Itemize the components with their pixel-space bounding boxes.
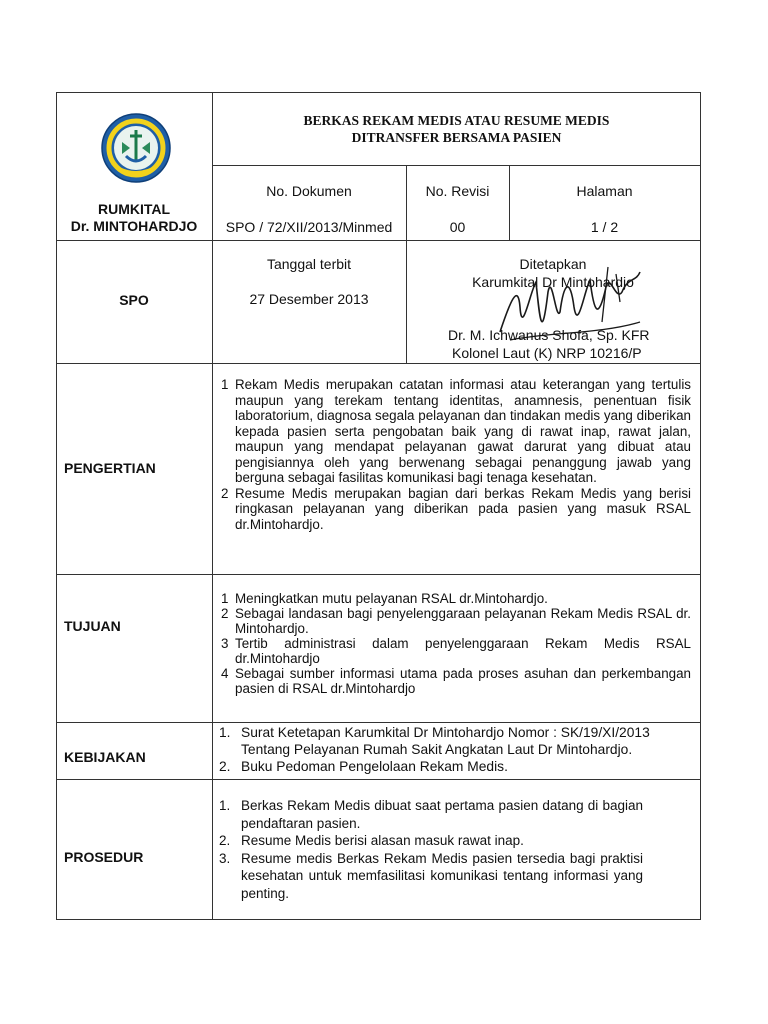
page-value: 1 / 2 <box>590 219 619 235</box>
org-name-line1: RUMKITAL <box>97 201 171 217</box>
issue-date-value: 27 Desember 2013 <box>249 291 369 307</box>
list-item <box>219 724 695 758</box>
revision-label: No. Revisi <box>425 183 490 199</box>
doc-number-value: SPO / 72/XII/2013/Minmed <box>225 219 393 235</box>
list-item-number: 4 <box>221 666 229 681</box>
list-item-number: 1 <box>221 591 229 606</box>
list-item-number: 2. <box>219 833 231 848</box>
signer-name: Dr. M. Ichwanus Shofa, Sp. KFR <box>448 327 650 343</box>
issue-date-label: Tanggal terbit <box>266 256 352 272</box>
revision-value: 00 <box>449 219 466 235</box>
list-item-text: Surat Ketetapan Karumkital Dr Mintohardjo Nomor : SK/19/XI/2013 Tentang Pelayanan Rumah Sakit Angkatan Laut Dr Mintohardjo. <box>241 725 650 757</box>
list-item <box>221 606 691 636</box>
list-item <box>221 377 691 486</box>
document-title-line1: BERKAS REKAM MEDIS ATAU RESUME MEDIS <box>303 113 610 128</box>
list-item <box>219 797 643 832</box>
list-item <box>221 486 691 533</box>
list-item <box>221 666 691 696</box>
pengertian-list <box>221 377 691 532</box>
list-item <box>219 850 643 903</box>
tujuan-list <box>221 591 691 696</box>
list-item-text: Sebagai sumber informasi utama pada proses asuhan dan perkembangan pasien di RSAL dr.Mintohardjo <box>235 666 691 696</box>
established-label: Ditetapkan <box>519 256 587 272</box>
prosedur-list <box>219 797 643 902</box>
kebijakan-list <box>219 724 695 775</box>
list-item-text: Tertib administrasi dalam penyelenggaraan Rekam Medis RSAL dr.Mintohardjo <box>235 636 691 666</box>
list-item-number: 2. <box>219 759 231 774</box>
prosedur-label: PROSEDUR <box>64 849 144 865</box>
pengertian-label: PENGERTIAN <box>64 460 156 476</box>
list-item-text: Berkas Rekam Medis dibuat saat pertama pasien datang di bagian pendaftaran pasien. <box>241 798 643 831</box>
list-item-text: Resume medis Berkas Rekam Medis pasien tersedia bagi praktisi kesehatan untuk memfasilitasi komunikasi tentang informasi yang penting. <box>241 850 643 901</box>
list-item-text: Buku Pedoman Pengelolaan Rekam Medis. <box>241 759 508 774</box>
kebijakan-label: KEBIJAKAN <box>64 749 146 765</box>
list-item-number: 3 <box>221 636 229 651</box>
list-item <box>219 832 643 850</box>
list-item <box>221 591 691 606</box>
list-item-number: 2 <box>221 485 229 501</box>
hospital-logo <box>100 112 172 184</box>
document-title <box>212 112 701 146</box>
list-item-text: Resume Medis merupakan bagian dari berkas Rekam Medis yang berisi ringkasan pelayanan yang diberikan pada pasien yang masuk RSAL dr.Mintohardjo. <box>235 485 691 532</box>
list-item-number: 1. <box>219 725 231 740</box>
list-item-number: 1 <box>221 377 229 392</box>
list-item-text: Resume Medis berisi alasan masuk rawat inap. <box>241 833 524 848</box>
list-item-number: 1. <box>219 798 231 813</box>
established-by: Karumkital Dr Mintohardjo <box>472 274 634 290</box>
list-item <box>219 758 695 775</box>
list-item-text: Meningkatkan mutu pelayanan RSAL dr.Mintohardjo. <box>235 591 548 606</box>
list-item-text: Sebagai landasan bagi penyelenggaraan pelayanan Rekam Medis RSAL dr. Mintohardjo. <box>235 606 691 636</box>
org-name <box>56 201 212 235</box>
document-title-line2: DITRANSFER BERSAMA PASIEN <box>351 130 562 145</box>
org-name-line2: Dr. MINTOHARDJO <box>70 218 198 234</box>
list-item-number: 3. <box>219 850 231 866</box>
signer-rank: Kolonel Laut (K) NRP 10216/P <box>452 345 642 361</box>
tujuan-label: TUJUAN <box>64 618 121 634</box>
page-label: Halaman <box>576 183 633 199</box>
list-item-text: Rekam Medis merupakan catatan informasi atau keterangan yang tertulis maupun yang terekam tentang identitas, anamnesis, penentuan fisik laboratorium, diagnosa segala pelayanan dan tindakan medis yang diberikan kepada pasien serta pengobatan baik yang di rawat inap, rawat jalan, maupun yang mendapat pelayanan gawat darurat yang dibuat atau pengisiannya oleh yang berwenang sebagai penanggung jawab yang berguna sebagai fasilitas komunikasi bagi tenaga kesehatan. <box>235 377 691 485</box>
list-item-number: 2 <box>221 606 229 621</box>
spo-label: SPO <box>119 292 149 308</box>
list-item <box>221 636 691 666</box>
doc-number-label: No. Dokumen <box>266 183 352 199</box>
